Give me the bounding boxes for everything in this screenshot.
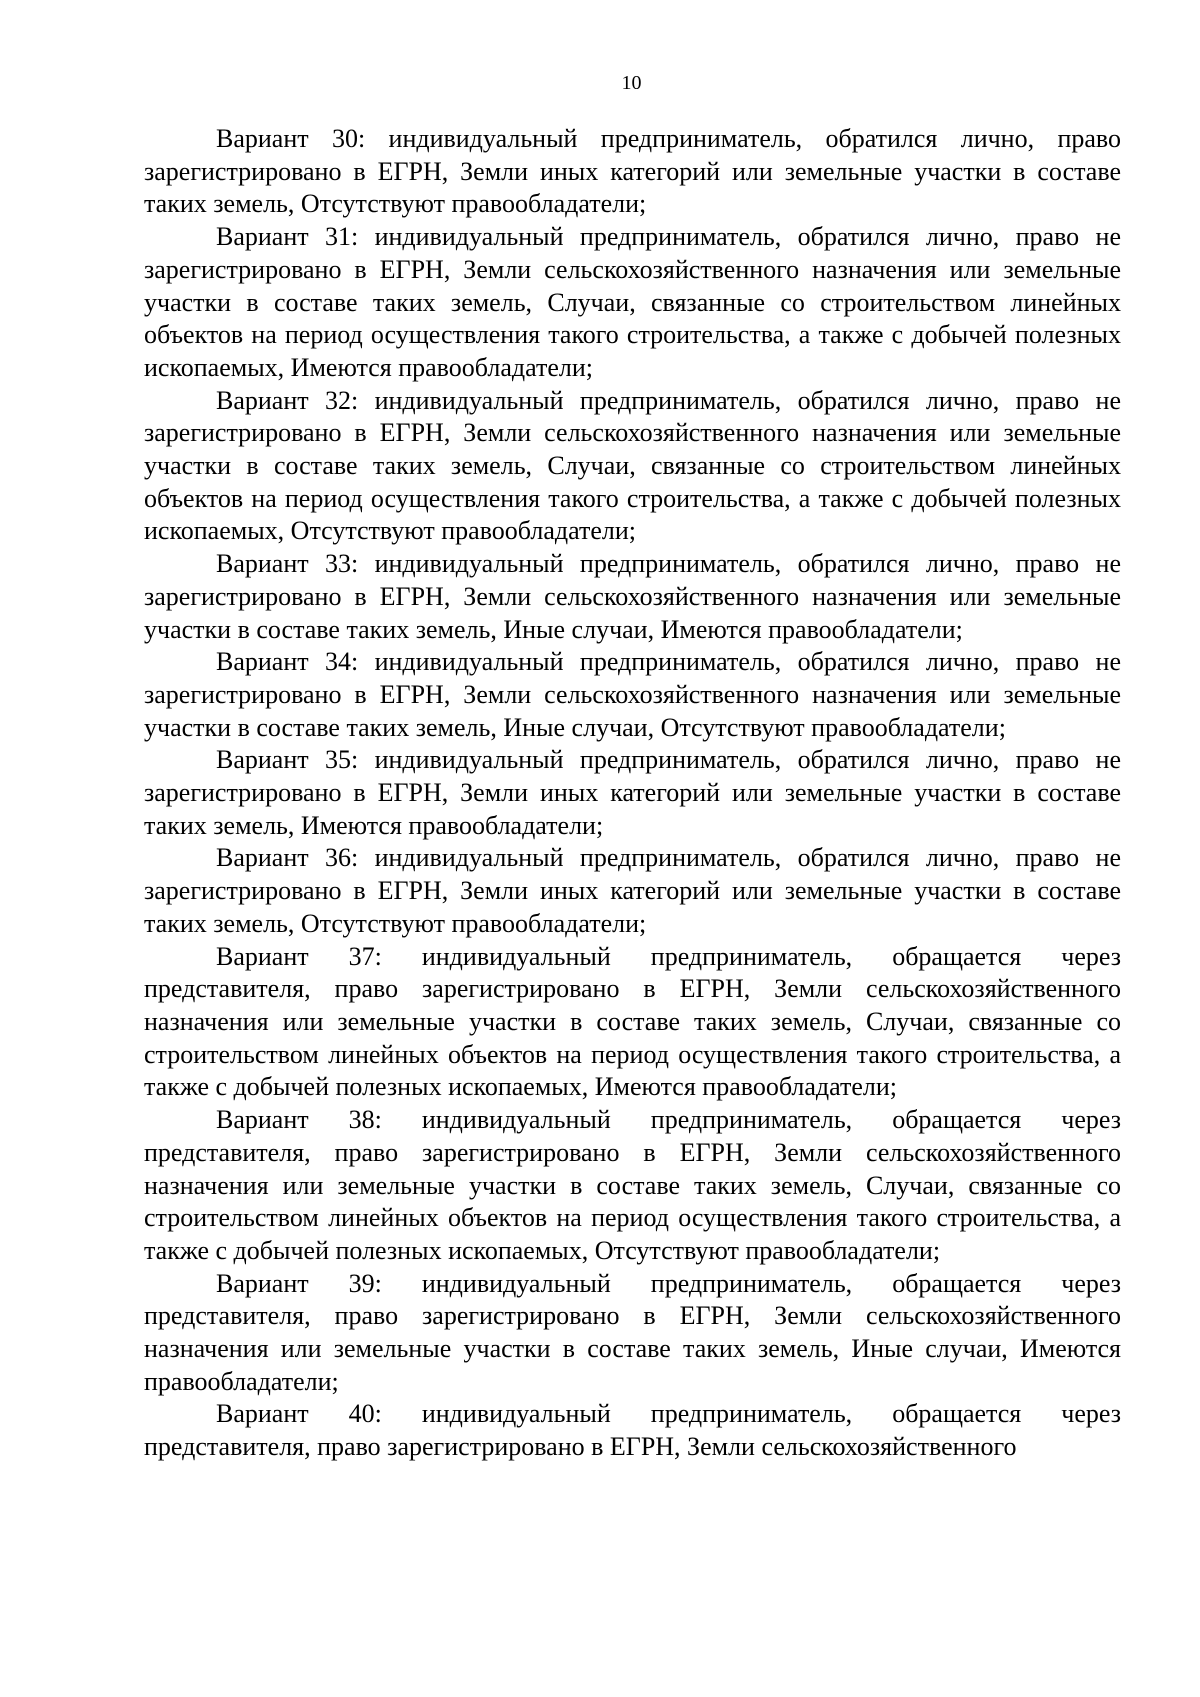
paragraph-variant-33: Вариант 33: индивидуальный предприниматель, обратился лично, право не зарегистрировано в ЕГРН, Земли сельскохозяйственного назначения или земельные участки в составе таких земель, Иные случаи, Имеются правообладатели;: [144, 549, 1121, 644]
page-number: 10: [621, 72, 642, 94]
paragraph-variant-32: Вариант 32: индивидуальный предприниматель, обратился лично, право не зарегистрировано в ЕГРН, Земли сельскохозяйственного назначения или земельные участки в составе таких земель, Случаи, связанные со строительством линейных объектов на период осуществления такого строительства, а также с добычей полезных ископаемых, Отсутствуют правообладатели;: [144, 385, 1121, 546]
paragraph-variant-34: Вариант 34: индивидуальный предприниматель, обратился лично, право не зарегистрировано в ЕГРН, Земли сельскохозяйственного назначения или земельные участки в составе таких земель, Иные случаи, Отсутствуют правообладатели;: [144, 647, 1121, 742]
document-body: [144, 123, 1121, 1464]
paragraph-variant-40: Вариант 40: индивидуальный предприниматель, обращается через представителя, право зарегистрировано в ЕГРН, Земли сельскохозяйственного: [144, 1399, 1121, 1462]
paragraph-variant-37: Вариант 37: индивидуальный предприниматель, обращается через представителя, право зарегистрировано в ЕГРН, Земли сельскохозяйственного назначения или земельные участки в составе таких земель, Случаи, связанные со строительством линейных объектов на период осуществления такого строительства, а также с добычей полезных ископаемых, Имеются правообладатели;: [144, 941, 1121, 1102]
paragraph-variant-30: Вариант 30: индивидуальный предприниматель, обратился лично, право зарегистрировано в ЕГРН, Земли иных категорий или земельные участки в составе таких земель, Отсутствуют правообладатели;: [144, 124, 1121, 219]
paragraph-variant-31: Вариант 31: индивидуальный предприниматель, обратился лично, право не зарегистрировано в ЕГРН, Земли сельскохозяйственного назначения или земельные участки в составе таких земель, Случаи, связанные со строительством линейных объектов на период осуществления такого строительства, а также с добычей полезных ископаемых, Имеются правообладатели;: [144, 222, 1121, 382]
paragraph-variant-35: Вариант 35: индивидуальный предприниматель, обратился лично, право не зарегистрировано в ЕГРН, Земли иных категорий или земельные участки в составе таких земель, Имеются правообладатели;: [144, 745, 1121, 840]
paragraph-variant-36: Вариант 36: индивидуальный предприниматель, обратился лично, право не зарегистрировано в ЕГРН, Земли иных категорий или земельные участки в составе таких земель, Отсутствуют правообладатели;: [144, 843, 1121, 938]
paragraph-variant-39: Вариант 39: индивидуальный предприниматель, обращается через представителя, право зарегистрировано в ЕГРН, Земли сельскохозяйственного назначения или земельные участки в составе таких земель, Иные случаи, Имеются правообладатели;: [144, 1268, 1121, 1396]
paragraph-variant-38: Вариант 38: индивидуальный предприниматель, обращается через представителя, право зарегистрировано в ЕГРН, Земли сельскохозяйственного назначения или земельные участки в составе таких земель, Случаи, связанные со строительством линейных объектов на период осуществления такого строительства, а также с добычей полезных ископаемых, Отсутствуют правообладатели;: [144, 1105, 1121, 1265]
